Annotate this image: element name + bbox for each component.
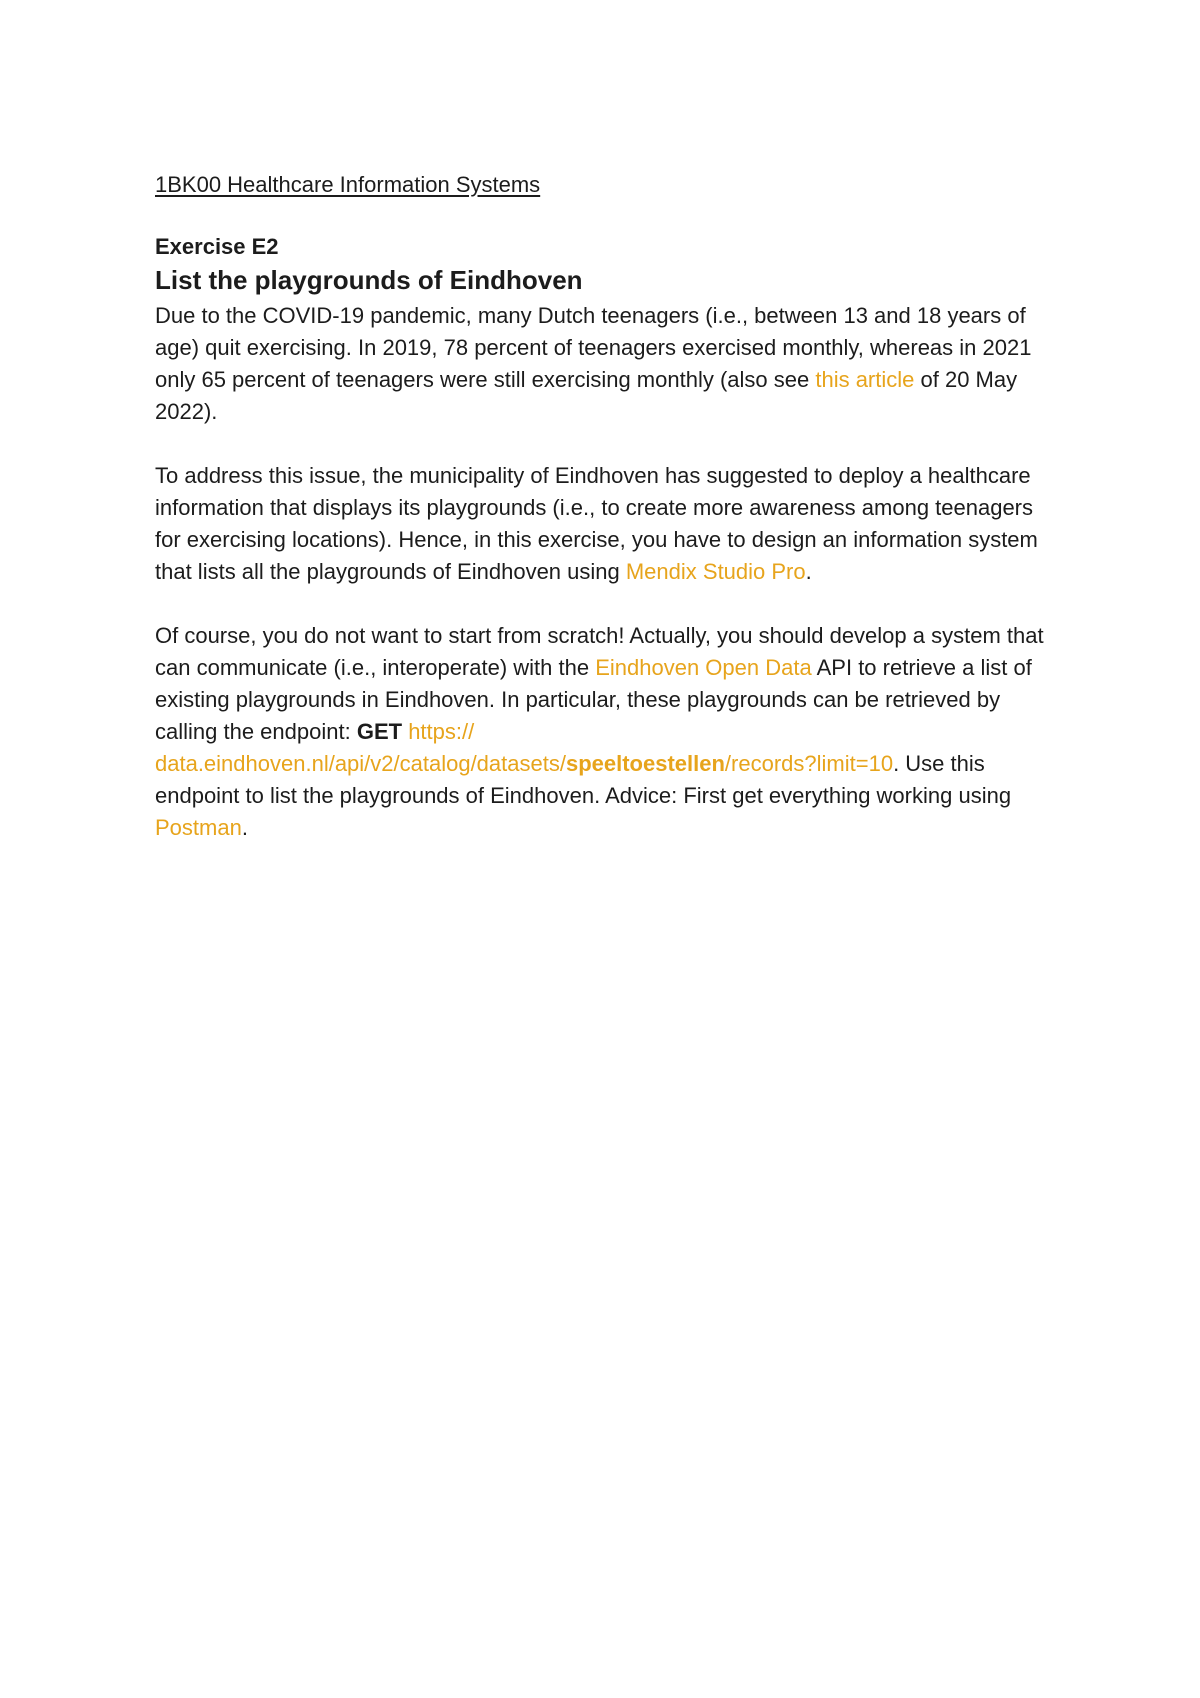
mendix-studio-pro-link[interactable]: Mendix Studio Pro — [625, 559, 806, 584]
paragraph-covid-text: Due to the COVID-19 pandemic, many Dutch teenagers (i.e., between 13 and 18 years of age) quit exercising. In 2019, 78 percent of teenagers exercised monthly, whereas in 2021 only 65 percent of teenagers were still exercising monthly (also see — [155, 303, 1032, 392]
paragraph-covid — [155, 300, 1055, 428]
paragraph-municipality-tail: . — [805, 559, 812, 584]
paragraph-municipality-text: To address this issue, the municipality of Eindhoven has suggested to deploy a healthcare information that displays its playgrounds (i.e., to create more awareness among teenagers for exercising locations). Hence, in this exercise, you have to design an information system that lists all the playgrounds of Eindhoven using — [155, 463, 1038, 584]
paragraph-api — [155, 620, 1055, 844]
paragraph-api-text-2: API to retrieve a list of existing playgrounds in Eindhoven. In particular, these playgrounds can be retrieved by calling the endpoint: — [155, 655, 1032, 744]
paragraph-municipality — [155, 460, 1055, 588]
this-article-link[interactable]: this article — [815, 367, 915, 392]
endpoint-url-dataset: speeltoestellen — [565, 751, 725, 776]
eindhoven-open-data-link[interactable]: Eindhoven Open Data — [595, 655, 812, 680]
endpoint-url-query: /records?limit=10 — [724, 751, 894, 776]
http-method-get: GET — [356, 719, 403, 744]
document-content — [155, 170, 1055, 876]
paragraph-api-tail: . — [241, 815, 248, 840]
postman-link[interactable]: Postman — [155, 815, 242, 840]
endpoint-url-path: data.eindhoven.nl/api/v2/catalog/datasets/ — [155, 751, 566, 776]
endpoint-url-scheme: https:// — [408, 719, 475, 744]
paragraph-api-text-1: Of course, you do not want to start from scratch! Actually, you should develop a system that can communicate (i.e., interoperate) with the — [155, 623, 1044, 680]
exercise-title: List the playgrounds of Eindhoven — [155, 265, 583, 295]
paragraph-api-text-3: . Use this endpoint to list the playgrounds of Eindhoven. Advice: First get everything working using — [155, 751, 1012, 808]
course-title: 1BK00 Healthcare Information Systems — [155, 172, 541, 197]
paragraph-covid-tail: of 20 May 2022). — [155, 367, 1018, 424]
exercise-label: Exercise E2 — [155, 234, 279, 259]
